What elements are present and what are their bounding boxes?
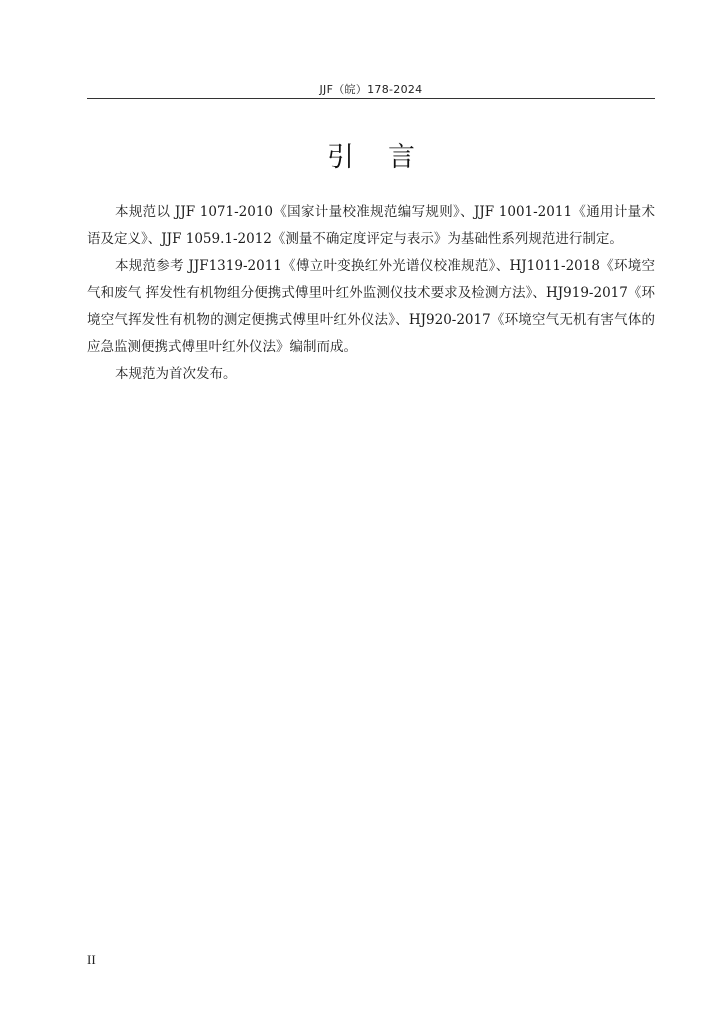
section-title: 引言 bbox=[327, 142, 449, 173]
page-number: II bbox=[87, 952, 96, 967]
header-rule bbox=[87, 98, 655, 99]
running-header: JJF（皖）178-2024 bbox=[319, 83, 423, 96]
introduction-body bbox=[87, 199, 655, 388]
paragraph-basis: 本规范以 JJF 1071-2010《国家计量校准规范编写规则》、JJF 1001-2011《通用计量术语及定义》、JJF 1059.1-2012《测量不确定度评定与表示》为基础性系列规范进行制定。 bbox=[87, 204, 655, 247]
paragraph-references: 本规范参考 JJF1319-2011《傅立叶变换红外光谱仪校准规范》、HJ1011-2018《环境空气和废气 挥发性有机物组分便携式傅里叶红外监测仪技术要求及检测方法》、HJ919-2017《环境空气挥发性有机物的测定便携式傅里叶红外仪法》、HJ920-2017《环境空气无机有害气体的应急监测便携式傅里叶红外仪法》编制而成。 bbox=[87, 258, 655, 355]
paragraph-first-release: 本规范为首次发布。 bbox=[115, 366, 237, 382]
